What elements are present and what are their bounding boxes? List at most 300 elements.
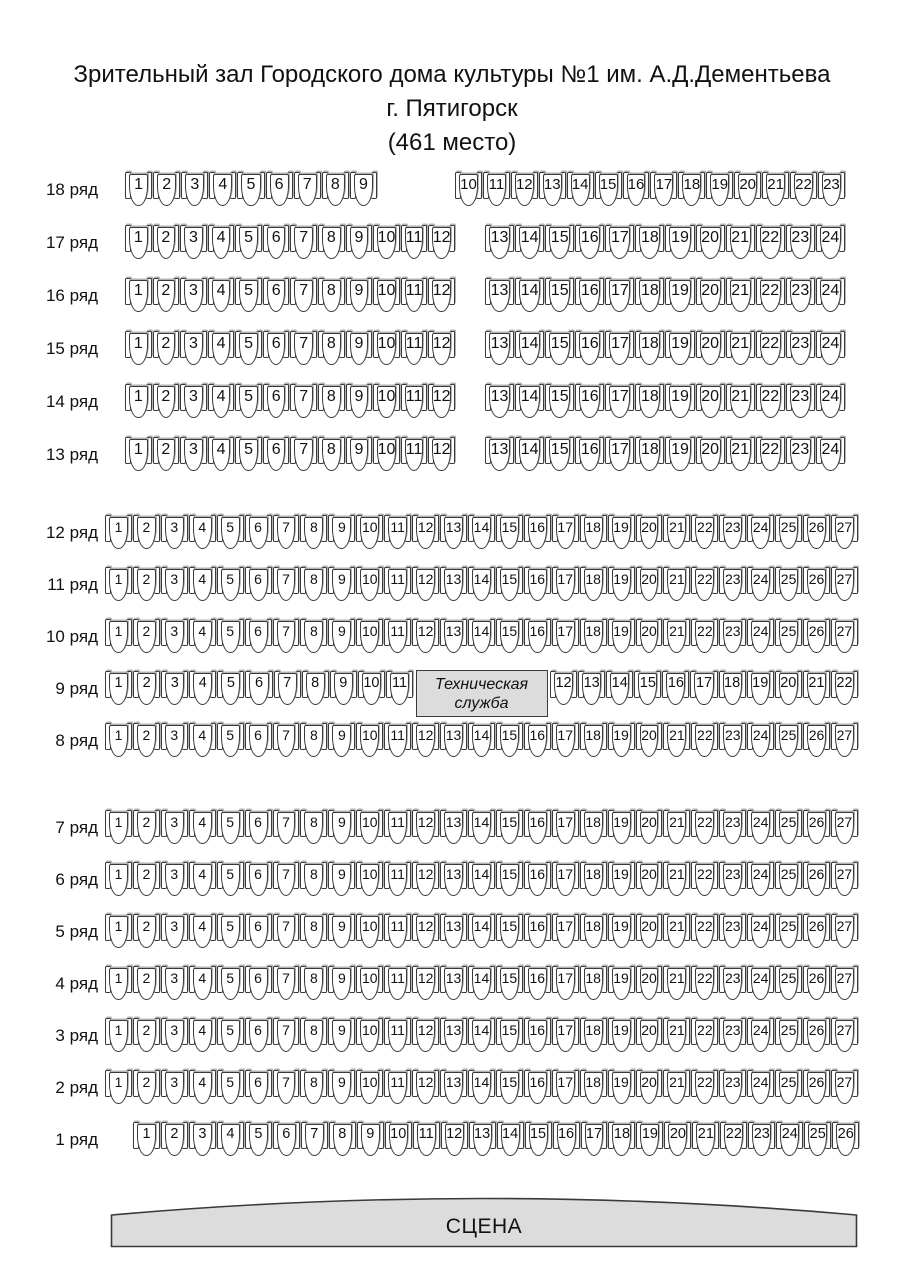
- seat[interactable]: [161, 1070, 188, 1106]
- seat[interactable]: [328, 723, 355, 759]
- seat[interactable]: [125, 278, 152, 314]
- seat[interactable]: [623, 172, 650, 208]
- seat[interactable]: [719, 515, 746, 551]
- seat[interactable]: [245, 1018, 272, 1054]
- seat[interactable]: [803, 671, 830, 707]
- seat[interactable]: [608, 1070, 635, 1106]
- seat[interactable]: [153, 172, 180, 208]
- seat[interactable]: [235, 437, 262, 473]
- seat[interactable]: [356, 862, 383, 898]
- seat[interactable]: [328, 567, 355, 603]
- seat[interactable]: [496, 862, 523, 898]
- seat[interactable]: [545, 437, 574, 473]
- seat[interactable]: [650, 172, 677, 208]
- seat[interactable]: [485, 331, 514, 367]
- seat[interactable]: [217, 723, 244, 759]
- seat[interactable]: [608, 619, 635, 655]
- seat[interactable]: [608, 862, 635, 898]
- seat[interactable]: [747, 567, 774, 603]
- seat[interactable]: [831, 1018, 858, 1054]
- seat[interactable]: [412, 515, 439, 551]
- seat[interactable]: [273, 914, 300, 950]
- seat[interactable]: [384, 1018, 411, 1054]
- seat[interactable]: [189, 966, 216, 1002]
- seat[interactable]: [208, 437, 235, 473]
- seat[interactable]: [831, 619, 858, 655]
- seat[interactable]: [786, 278, 815, 314]
- seat[interactable]: [831, 567, 858, 603]
- seat[interactable]: [318, 384, 345, 420]
- seat[interactable]: [468, 567, 495, 603]
- seat[interactable]: [328, 1070, 355, 1106]
- seat[interactable]: [412, 567, 439, 603]
- seat[interactable]: [356, 914, 383, 950]
- seat[interactable]: [485, 437, 514, 473]
- seat[interactable]: [356, 966, 383, 1002]
- seat[interactable]: [245, 1122, 272, 1158]
- seat[interactable]: [816, 331, 845, 367]
- seat[interactable]: [356, 1018, 383, 1054]
- seat[interactable]: [274, 671, 301, 707]
- seat[interactable]: [161, 914, 188, 950]
- seat[interactable]: [786, 437, 815, 473]
- seat[interactable]: [428, 225, 455, 261]
- seat[interactable]: [180, 384, 207, 420]
- seat[interactable]: [245, 810, 272, 846]
- seat[interactable]: [803, 966, 830, 1002]
- seat[interactable]: [373, 225, 400, 261]
- seat[interactable]: [468, 1070, 495, 1106]
- seat[interactable]: [300, 862, 327, 898]
- seat[interactable]: [209, 172, 236, 208]
- seat[interactable]: [550, 671, 577, 707]
- seat[interactable]: [217, 567, 244, 603]
- seat[interactable]: [384, 515, 411, 551]
- seat[interactable]: [385, 1122, 412, 1158]
- seat[interactable]: [756, 331, 785, 367]
- seat[interactable]: [401, 437, 428, 473]
- seat[interactable]: [273, 1122, 300, 1158]
- seat[interactable]: [153, 331, 180, 367]
- seat[interactable]: [441, 1122, 468, 1158]
- seat[interactable]: [762, 172, 789, 208]
- seat[interactable]: [665, 437, 694, 473]
- seat[interactable]: [552, 723, 579, 759]
- seat[interactable]: [605, 384, 634, 420]
- seat[interactable]: [496, 966, 523, 1002]
- seat[interactable]: [726, 331, 755, 367]
- seat[interactable]: [605, 437, 634, 473]
- seat[interactable]: [803, 619, 830, 655]
- seat[interactable]: [605, 278, 634, 314]
- seat[interactable]: [318, 437, 345, 473]
- seat[interactable]: [663, 862, 690, 898]
- seat[interactable]: [575, 384, 604, 420]
- seat[interactable]: [208, 331, 235, 367]
- seat[interactable]: [133, 723, 160, 759]
- seat[interactable]: [180, 437, 207, 473]
- seat[interactable]: [180, 225, 207, 261]
- seat[interactable]: [125, 437, 152, 473]
- seat[interactable]: [263, 384, 290, 420]
- seat[interactable]: [719, 619, 746, 655]
- seat[interactable]: [696, 278, 725, 314]
- seat[interactable]: [273, 619, 300, 655]
- seat[interactable]: [273, 810, 300, 846]
- seat[interactable]: [328, 515, 355, 551]
- seat[interactable]: [161, 723, 188, 759]
- seat[interactable]: [734, 172, 761, 208]
- seat[interactable]: [515, 437, 544, 473]
- seat[interactable]: [300, 1070, 327, 1106]
- seat[interactable]: [161, 966, 188, 1002]
- seat[interactable]: [469, 1122, 496, 1158]
- seat[interactable]: [189, 723, 216, 759]
- seat[interactable]: [384, 966, 411, 1002]
- seat[interactable]: [245, 515, 272, 551]
- seat[interactable]: [125, 225, 152, 261]
- seat[interactable]: [401, 331, 428, 367]
- seat[interactable]: [440, 1018, 467, 1054]
- seat[interactable]: [153, 278, 180, 314]
- seat[interactable]: [663, 914, 690, 950]
- seat[interactable]: [696, 384, 725, 420]
- seat[interactable]: [468, 810, 495, 846]
- seat[interactable]: [580, 914, 607, 950]
- seat[interactable]: [180, 331, 207, 367]
- seat[interactable]: [133, 966, 160, 1002]
- seat[interactable]: [803, 1070, 830, 1106]
- seat[interactable]: [263, 437, 290, 473]
- seat[interactable]: [300, 914, 327, 950]
- seat[interactable]: [726, 225, 755, 261]
- seat[interactable]: [300, 966, 327, 1002]
- seat[interactable]: [356, 515, 383, 551]
- seat[interactable]: [719, 810, 746, 846]
- seat[interactable]: [524, 810, 551, 846]
- seat[interactable]: [497, 1122, 524, 1158]
- seat[interactable]: [428, 384, 455, 420]
- seat[interactable]: [468, 619, 495, 655]
- seat[interactable]: [747, 914, 774, 950]
- seat[interactable]: [413, 1122, 440, 1158]
- seat[interactable]: [485, 225, 514, 261]
- seat[interactable]: [356, 567, 383, 603]
- seat[interactable]: [545, 331, 574, 367]
- seat[interactable]: [748, 1122, 775, 1158]
- seat[interactable]: [217, 810, 244, 846]
- seat[interactable]: [125, 331, 152, 367]
- seat[interactable]: [217, 671, 244, 707]
- seat[interactable]: [803, 1018, 830, 1054]
- seat[interactable]: [580, 1018, 607, 1054]
- seat[interactable]: [496, 1070, 523, 1106]
- seat[interactable]: [525, 1122, 552, 1158]
- seat[interactable]: [428, 331, 455, 367]
- seat[interactable]: [691, 1070, 718, 1106]
- seat[interactable]: [300, 723, 327, 759]
- seat[interactable]: [756, 278, 785, 314]
- seat[interactable]: [105, 914, 132, 950]
- seat[interactable]: [636, 1070, 663, 1106]
- seat[interactable]: [105, 619, 132, 655]
- seat[interactable]: [328, 966, 355, 1002]
- seat[interactable]: [266, 172, 293, 208]
- seat[interactable]: [636, 966, 663, 1002]
- seat[interactable]: [237, 172, 264, 208]
- seat[interactable]: [552, 1070, 579, 1106]
- seat[interactable]: [273, 862, 300, 898]
- seat[interactable]: [665, 384, 694, 420]
- seat[interactable]: [290, 437, 317, 473]
- seat[interactable]: [580, 810, 607, 846]
- seat[interactable]: [440, 515, 467, 551]
- seat[interactable]: [747, 723, 774, 759]
- seat[interactable]: [665, 225, 694, 261]
- seat[interactable]: [263, 331, 290, 367]
- seat[interactable]: [189, 671, 216, 707]
- seat[interactable]: [663, 810, 690, 846]
- seat[interactable]: [318, 331, 345, 367]
- seat[interactable]: [386, 671, 413, 707]
- seat[interactable]: [428, 278, 455, 314]
- seat[interactable]: [217, 1018, 244, 1054]
- seat[interactable]: [831, 1070, 858, 1106]
- seat[interactable]: [720, 1122, 747, 1158]
- seat[interactable]: [483, 172, 510, 208]
- seat[interactable]: [756, 437, 785, 473]
- seat[interactable]: [300, 619, 327, 655]
- seat[interactable]: [691, 966, 718, 1002]
- seat[interactable]: [412, 966, 439, 1002]
- seat[interactable]: [318, 225, 345, 261]
- seat[interactable]: [346, 437, 373, 473]
- seat[interactable]: [580, 619, 607, 655]
- seat[interactable]: [161, 619, 188, 655]
- seat[interactable]: [831, 810, 858, 846]
- seat[interactable]: [553, 1122, 580, 1158]
- seat[interactable]: [133, 862, 160, 898]
- seat[interactable]: [691, 862, 718, 898]
- seat[interactable]: [608, 914, 635, 950]
- seat[interactable]: [552, 862, 579, 898]
- seat[interactable]: [634, 671, 661, 707]
- seat[interactable]: [161, 1122, 188, 1158]
- seat[interactable]: [595, 172, 622, 208]
- seat[interactable]: [831, 862, 858, 898]
- seat[interactable]: [575, 278, 604, 314]
- seat[interactable]: [496, 810, 523, 846]
- seat[interactable]: [747, 671, 774, 707]
- seat[interactable]: [180, 278, 207, 314]
- seat[interactable]: [273, 723, 300, 759]
- seat[interactable]: [412, 619, 439, 655]
- seat[interactable]: [356, 723, 383, 759]
- seat[interactable]: [580, 966, 607, 1002]
- seat[interactable]: [662, 671, 689, 707]
- seat[interactable]: [575, 225, 604, 261]
- seat[interactable]: [691, 515, 718, 551]
- seat[interactable]: [580, 862, 607, 898]
- seat[interactable]: [816, 278, 845, 314]
- seat[interactable]: [575, 437, 604, 473]
- seat[interactable]: [567, 172, 594, 208]
- seat[interactable]: [775, 1018, 802, 1054]
- seat[interactable]: [105, 1070, 132, 1106]
- seat[interactable]: [775, 966, 802, 1002]
- seat[interactable]: [575, 331, 604, 367]
- seat[interactable]: [245, 723, 272, 759]
- seat[interactable]: [719, 723, 746, 759]
- seat[interactable]: [300, 515, 327, 551]
- seat[interactable]: [384, 810, 411, 846]
- seat[interactable]: [726, 384, 755, 420]
- seat[interactable]: [831, 966, 858, 1002]
- seat[interactable]: [578, 671, 605, 707]
- seat[interactable]: [217, 1070, 244, 1106]
- seat[interactable]: [328, 619, 355, 655]
- seat[interactable]: [747, 1070, 774, 1106]
- seat[interactable]: [412, 723, 439, 759]
- seat[interactable]: [329, 1122, 356, 1158]
- seat[interactable]: [485, 278, 514, 314]
- seat[interactable]: [235, 384, 262, 420]
- seat[interactable]: [189, 567, 216, 603]
- seat[interactable]: [105, 810, 132, 846]
- seat[interactable]: [636, 862, 663, 898]
- seat[interactable]: [663, 1018, 690, 1054]
- seat[interactable]: [105, 966, 132, 1002]
- seat[interactable]: [636, 515, 663, 551]
- seat[interactable]: [384, 567, 411, 603]
- seat[interactable]: [786, 225, 815, 261]
- seat[interactable]: [217, 966, 244, 1002]
- seat[interactable]: [105, 723, 132, 759]
- seat[interactable]: [133, 671, 160, 707]
- seat[interactable]: [635, 437, 664, 473]
- seat[interactable]: [552, 567, 579, 603]
- seat[interactable]: [384, 914, 411, 950]
- seat[interactable]: [346, 331, 373, 367]
- seat[interactable]: [235, 278, 262, 314]
- seat[interactable]: [356, 1070, 383, 1106]
- seat[interactable]: [678, 172, 705, 208]
- seat[interactable]: [515, 331, 544, 367]
- seat[interactable]: [747, 1018, 774, 1054]
- seat[interactable]: [235, 331, 262, 367]
- seat[interactable]: [756, 384, 785, 420]
- seat[interactable]: [125, 384, 152, 420]
- seat[interactable]: [384, 723, 411, 759]
- seat[interactable]: [608, 966, 635, 1002]
- seat[interactable]: [663, 619, 690, 655]
- seat[interactable]: [440, 966, 467, 1002]
- seat[interactable]: [524, 567, 551, 603]
- seat[interactable]: [428, 437, 455, 473]
- seat[interactable]: [496, 914, 523, 950]
- seat[interactable]: [831, 723, 858, 759]
- seat[interactable]: [328, 810, 355, 846]
- seat[interactable]: [515, 278, 544, 314]
- seat[interactable]: [346, 278, 373, 314]
- seat[interactable]: [189, 1122, 216, 1158]
- seat[interactable]: [245, 914, 272, 950]
- seat[interactable]: [608, 810, 635, 846]
- seat[interactable]: [300, 810, 327, 846]
- seat[interactable]: [468, 914, 495, 950]
- seat[interactable]: [208, 384, 235, 420]
- seat[interactable]: [606, 671, 633, 707]
- seat[interactable]: [524, 515, 551, 551]
- seat[interactable]: [691, 914, 718, 950]
- seat[interactable]: [524, 1018, 551, 1054]
- seat[interactable]: [636, 723, 663, 759]
- seat[interactable]: [636, 619, 663, 655]
- seat[interactable]: [706, 172, 733, 208]
- seat[interactable]: [608, 515, 635, 551]
- seat[interactable]: [775, 810, 802, 846]
- seat[interactable]: [468, 1018, 495, 1054]
- seat[interactable]: [245, 1070, 272, 1106]
- seat[interactable]: [818, 172, 845, 208]
- seat[interactable]: [245, 567, 272, 603]
- seat[interactable]: [189, 914, 216, 950]
- seat[interactable]: [105, 1018, 132, 1054]
- seat[interactable]: [803, 810, 830, 846]
- seat[interactable]: [153, 384, 180, 420]
- seat[interactable]: [786, 331, 815, 367]
- seat[interactable]: [747, 810, 774, 846]
- seat[interactable]: [468, 515, 495, 551]
- seat[interactable]: [290, 331, 317, 367]
- seat[interactable]: [373, 278, 400, 314]
- seat[interactable]: [189, 810, 216, 846]
- seat[interactable]: [208, 278, 235, 314]
- seat[interactable]: [786, 384, 815, 420]
- seat[interactable]: [161, 810, 188, 846]
- seat[interactable]: [524, 1070, 551, 1106]
- seat[interactable]: [511, 172, 538, 208]
- seat[interactable]: [217, 619, 244, 655]
- seat[interactable]: [273, 1018, 300, 1054]
- seat[interactable]: [515, 225, 544, 261]
- seat[interactable]: [803, 515, 830, 551]
- seat[interactable]: [816, 225, 845, 261]
- seat[interactable]: [496, 567, 523, 603]
- seat[interactable]: [440, 810, 467, 846]
- seat[interactable]: [726, 437, 755, 473]
- seat[interactable]: [412, 1018, 439, 1054]
- seat[interactable]: [816, 384, 845, 420]
- seat[interactable]: [691, 1018, 718, 1054]
- seat[interactable]: [719, 862, 746, 898]
- seat[interactable]: [636, 1018, 663, 1054]
- seat[interactable]: [831, 515, 858, 551]
- seat[interactable]: [552, 619, 579, 655]
- seat[interactable]: [468, 966, 495, 1002]
- seat[interactable]: [245, 966, 272, 1002]
- seat[interactable]: [290, 384, 317, 420]
- seat[interactable]: [663, 723, 690, 759]
- seat[interactable]: [440, 619, 467, 655]
- seat[interactable]: [412, 862, 439, 898]
- seat[interactable]: [515, 384, 544, 420]
- seat[interactable]: [775, 862, 802, 898]
- seat[interactable]: [608, 1018, 635, 1054]
- seat[interactable]: [803, 723, 830, 759]
- seat[interactable]: [245, 862, 272, 898]
- seat[interactable]: [608, 723, 635, 759]
